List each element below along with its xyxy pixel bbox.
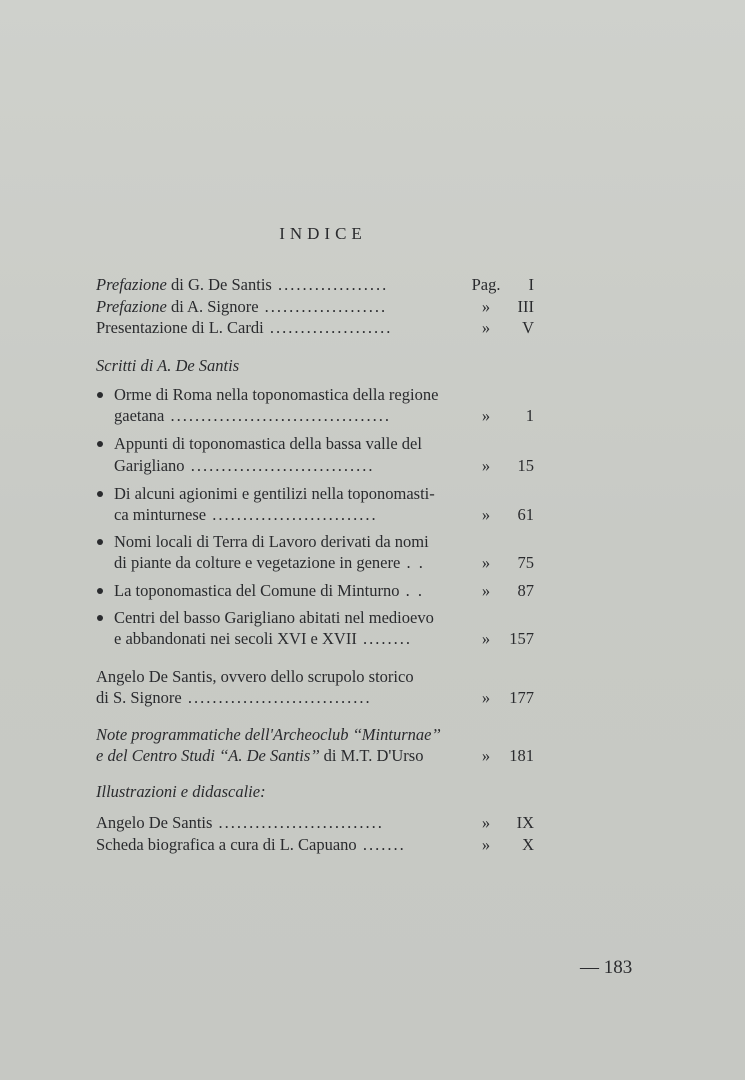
page-mark: » bbox=[481, 835, 491, 854]
entry-text: Angelo De Santis, ovvero dello scrupolo storico bbox=[96, 667, 414, 686]
entry-italic: e del Centro Studi ‘‘A. De Santis’’ bbox=[96, 746, 320, 765]
page-number: I bbox=[528, 275, 534, 294]
page-mark: » bbox=[481, 456, 491, 475]
page-number: 61 bbox=[517, 505, 534, 524]
page-number: 181 bbox=[509, 746, 534, 765]
entry-text: Nomi locali di Terra di Lavoro derivati da nomi bbox=[114, 532, 429, 551]
entry-text: Presentazione di L. Cardi bbox=[96, 318, 264, 337]
leader-dots: .............................. bbox=[181, 688, 372, 707]
section-heading: Scritti di A. De Santis bbox=[96, 356, 240, 375]
section-heading: Illustrazioni e didascalie: bbox=[96, 782, 266, 801]
leader-dots: ........................... bbox=[212, 813, 384, 832]
entry-italic: Prefazione bbox=[96, 275, 167, 294]
page-footer-number: — 183 bbox=[580, 957, 633, 978]
page-mark: » bbox=[481, 297, 491, 316]
leader-dots: ........ bbox=[356, 629, 412, 648]
entry-text: ca minturnese bbox=[114, 505, 207, 524]
entry-text: Di alcuni agionimi e gentilizi nella toponomasti- bbox=[114, 484, 435, 503]
entry-text: La toponomastica del Comune di Minturno bbox=[114, 581, 400, 600]
page-mark: » bbox=[481, 813, 491, 832]
entry-text: di piante da colture e vegetazione in genere bbox=[114, 553, 401, 572]
leader-dots: .................... bbox=[258, 297, 388, 316]
page-number: 1 bbox=[525, 406, 534, 425]
entry-text: di S. Signore bbox=[96, 688, 182, 707]
bullet-icon bbox=[97, 615, 103, 621]
page-number: IX bbox=[516, 813, 534, 832]
leader-dots: ........................... bbox=[206, 505, 378, 524]
page-mark: Pag. bbox=[471, 275, 501, 294]
page-mark: » bbox=[481, 553, 491, 572]
entry-text: di G. De Santis bbox=[166, 275, 272, 294]
bullet-icon bbox=[97, 392, 103, 398]
entry-text: Angelo De Santis bbox=[96, 813, 213, 832]
leader-dots: . . bbox=[399, 581, 424, 600]
page-number: 87 bbox=[517, 581, 534, 600]
leader-dots: ....... bbox=[356, 835, 406, 854]
page-number: V bbox=[522, 318, 534, 337]
bullet-icon bbox=[97, 441, 103, 447]
page-mark: » bbox=[481, 688, 491, 707]
entry-text: Appunti di toponomastica della bassa valle del bbox=[114, 434, 422, 453]
entry-text: gaetana bbox=[114, 406, 165, 425]
entry-text: Orme di Roma nella toponomastica della regione bbox=[114, 385, 439, 404]
page-mark: » bbox=[481, 406, 491, 425]
entry-text: di M.T. D'Urso bbox=[319, 746, 424, 765]
page-mark: » bbox=[481, 629, 491, 648]
page-mark: » bbox=[481, 505, 491, 524]
leader-dots: .................... bbox=[263, 318, 393, 337]
entry-text: Centri del basso Garigliano abitati nel medioevo bbox=[114, 608, 434, 627]
page-number: 15 bbox=[517, 456, 534, 475]
index-heading: INDICE bbox=[279, 224, 367, 243]
page-number: III bbox=[517, 297, 534, 316]
page-number: 177 bbox=[509, 688, 534, 707]
leader-dots: .............................. bbox=[184, 456, 375, 475]
entry-italic: Prefazione bbox=[96, 297, 167, 316]
page-mark: » bbox=[481, 746, 491, 765]
page-number: X bbox=[522, 835, 534, 854]
page-number: 75 bbox=[517, 553, 534, 572]
leader-dots: .................. bbox=[271, 275, 389, 294]
leader-dots: . . bbox=[400, 553, 425, 572]
bullet-icon bbox=[97, 588, 103, 594]
page-mark: » bbox=[481, 318, 491, 337]
entry-text: e abbandonati nei secoli XVI e XVII bbox=[114, 629, 357, 648]
bullet-icon bbox=[97, 539, 103, 545]
leader-dots: .................................... bbox=[164, 406, 392, 425]
page-mark: » bbox=[481, 581, 491, 600]
entry-text: Garigliano bbox=[114, 456, 185, 475]
entry-italic: Note programmatiche dell'Archeoclub ‘‘Minturnae’’ bbox=[96, 725, 441, 744]
bullet-icon bbox=[97, 491, 103, 497]
entry-text: Scheda biografica a cura di L. Capuano bbox=[96, 835, 357, 854]
entry-text: di A. Signore bbox=[166, 297, 259, 316]
page-number: 157 bbox=[509, 629, 534, 648]
